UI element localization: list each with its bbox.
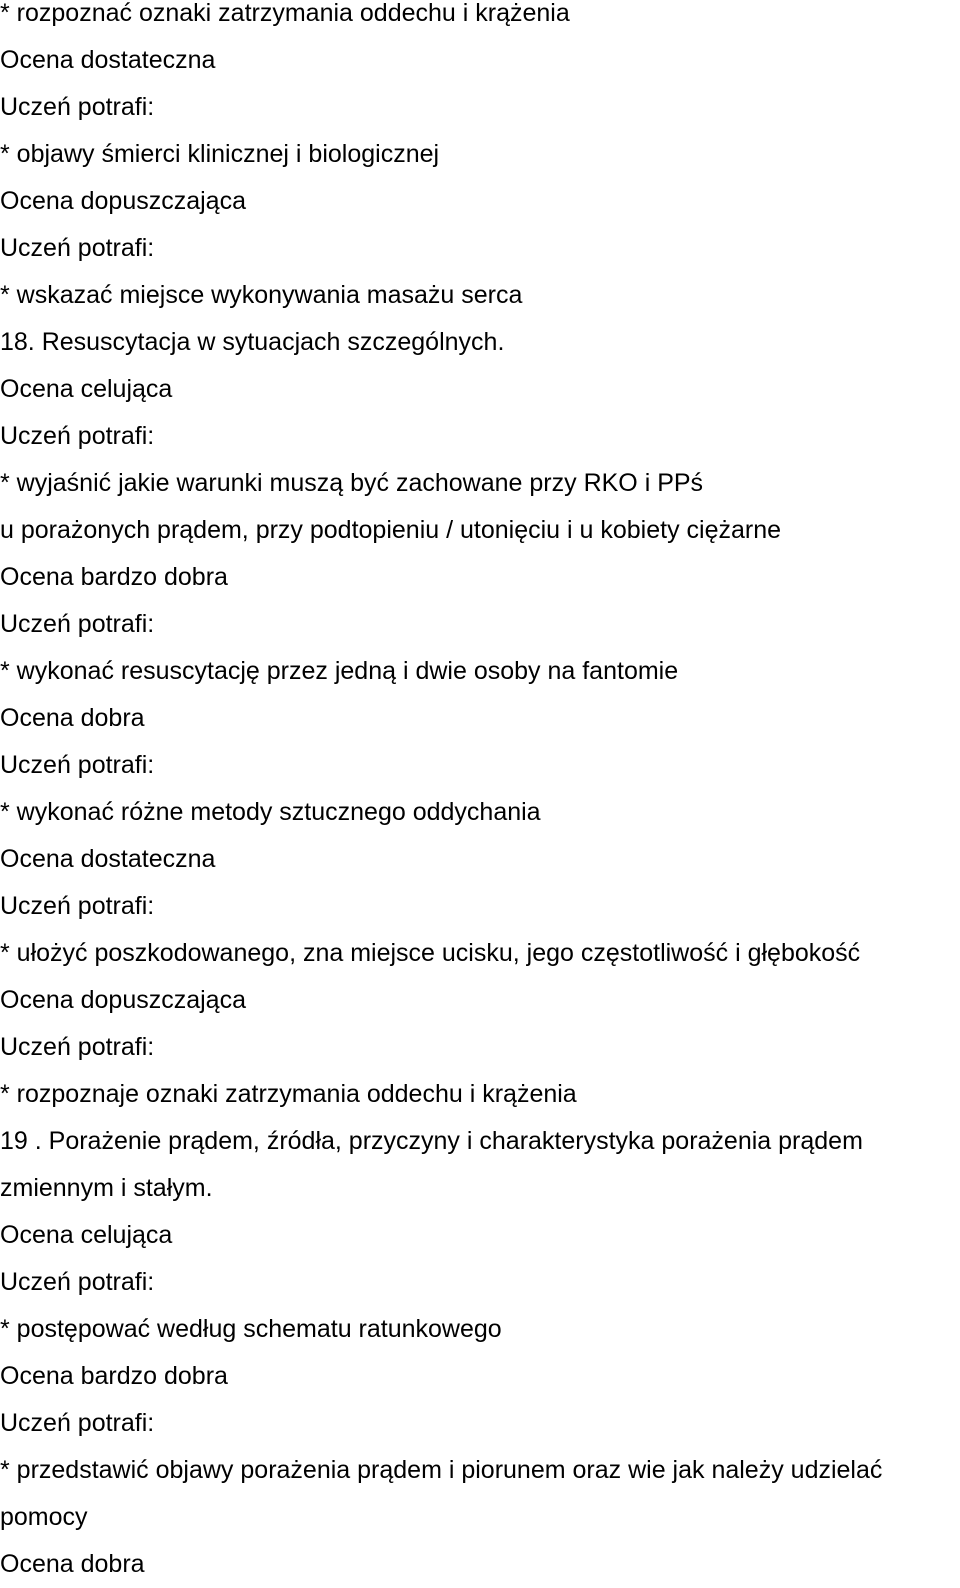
text-line: * wykonać resuscytację przez jedną i dwie osoby na fantomie — [0, 657, 679, 685]
text-line: Uczeń potrafi: — [0, 751, 155, 779]
text-line: Uczeń potrafi: — [0, 234, 155, 262]
text-line: Ocena dobra — [0, 1550, 145, 1578]
text-line: * rozpoznaje oznaki zatrzymania oddechu i krążenia — [0, 1080, 577, 1108]
text-line: Ocena dostateczna — [0, 46, 216, 74]
text-line: Uczeń potrafi: — [0, 610, 155, 638]
text-line: Uczeń potrafi: — [0, 1033, 155, 1061]
text-line: Uczeń potrafi: — [0, 892, 155, 920]
text-line: Uczeń potrafi: — [0, 1268, 155, 1296]
text-line: Ocena dostateczna — [0, 845, 216, 873]
text-line: Ocena dopuszczająca — [0, 986, 246, 1014]
text-line: Ocena celująca — [0, 375, 173, 403]
text-line: pomocy — [0, 1503, 88, 1531]
text-line: Ocena bardzo dobra — [0, 1362, 228, 1390]
text-line: * wyjaśnić jakie warunki muszą być zachowane przy RKO i PPś — [0, 469, 704, 497]
section-heading-continuation: zmiennym i stałym. — [0, 1174, 213, 1202]
text-line: Ocena bardzo dobra — [0, 563, 228, 591]
text-line: Uczeń potrafi: — [0, 93, 155, 121]
text-line: * przedstawić objawy porażenia prądem i piorunem oraz wie jak należy udzielać — [0, 1456, 883, 1484]
text-line: * objawy śmierci klinicznej i biologicznej — [0, 140, 440, 168]
text-line: Ocena dobra — [0, 704, 145, 732]
text-line: * postępować według schematu ratunkowego — [0, 1315, 502, 1343]
text-line: * ułożyć poszkodowanego, zna miejsce ucisku, jego częstotliwość i głębokość — [0, 939, 861, 967]
text-line: * wykonać różne metody sztucznego oddychania — [0, 798, 541, 826]
section-heading: 18. Resuscytacja w sytuacjach szczególnych. — [0, 328, 505, 356]
text-line: * wskazać miejsce wykonywania masażu serca — [0, 281, 523, 309]
text-line: Ocena celująca — [0, 1221, 173, 1249]
section-heading: 19 . Porażenie prądem, źródła, przyczyny i charakterystyka porażenia prądem — [0, 1127, 863, 1155]
text-line: u porażonych prądem, przy podtopieniu / utonięciu i u kobiety ciężarne — [0, 516, 782, 544]
text-line: Ocena dopuszczająca — [0, 187, 246, 215]
text-line: Uczeń potrafi: — [0, 1409, 155, 1437]
text-line: * rozpoznać oznaki zatrzymania oddechu i krążenia — [0, 0, 570, 27]
text-line: Uczeń potrafi: — [0, 422, 155, 450]
